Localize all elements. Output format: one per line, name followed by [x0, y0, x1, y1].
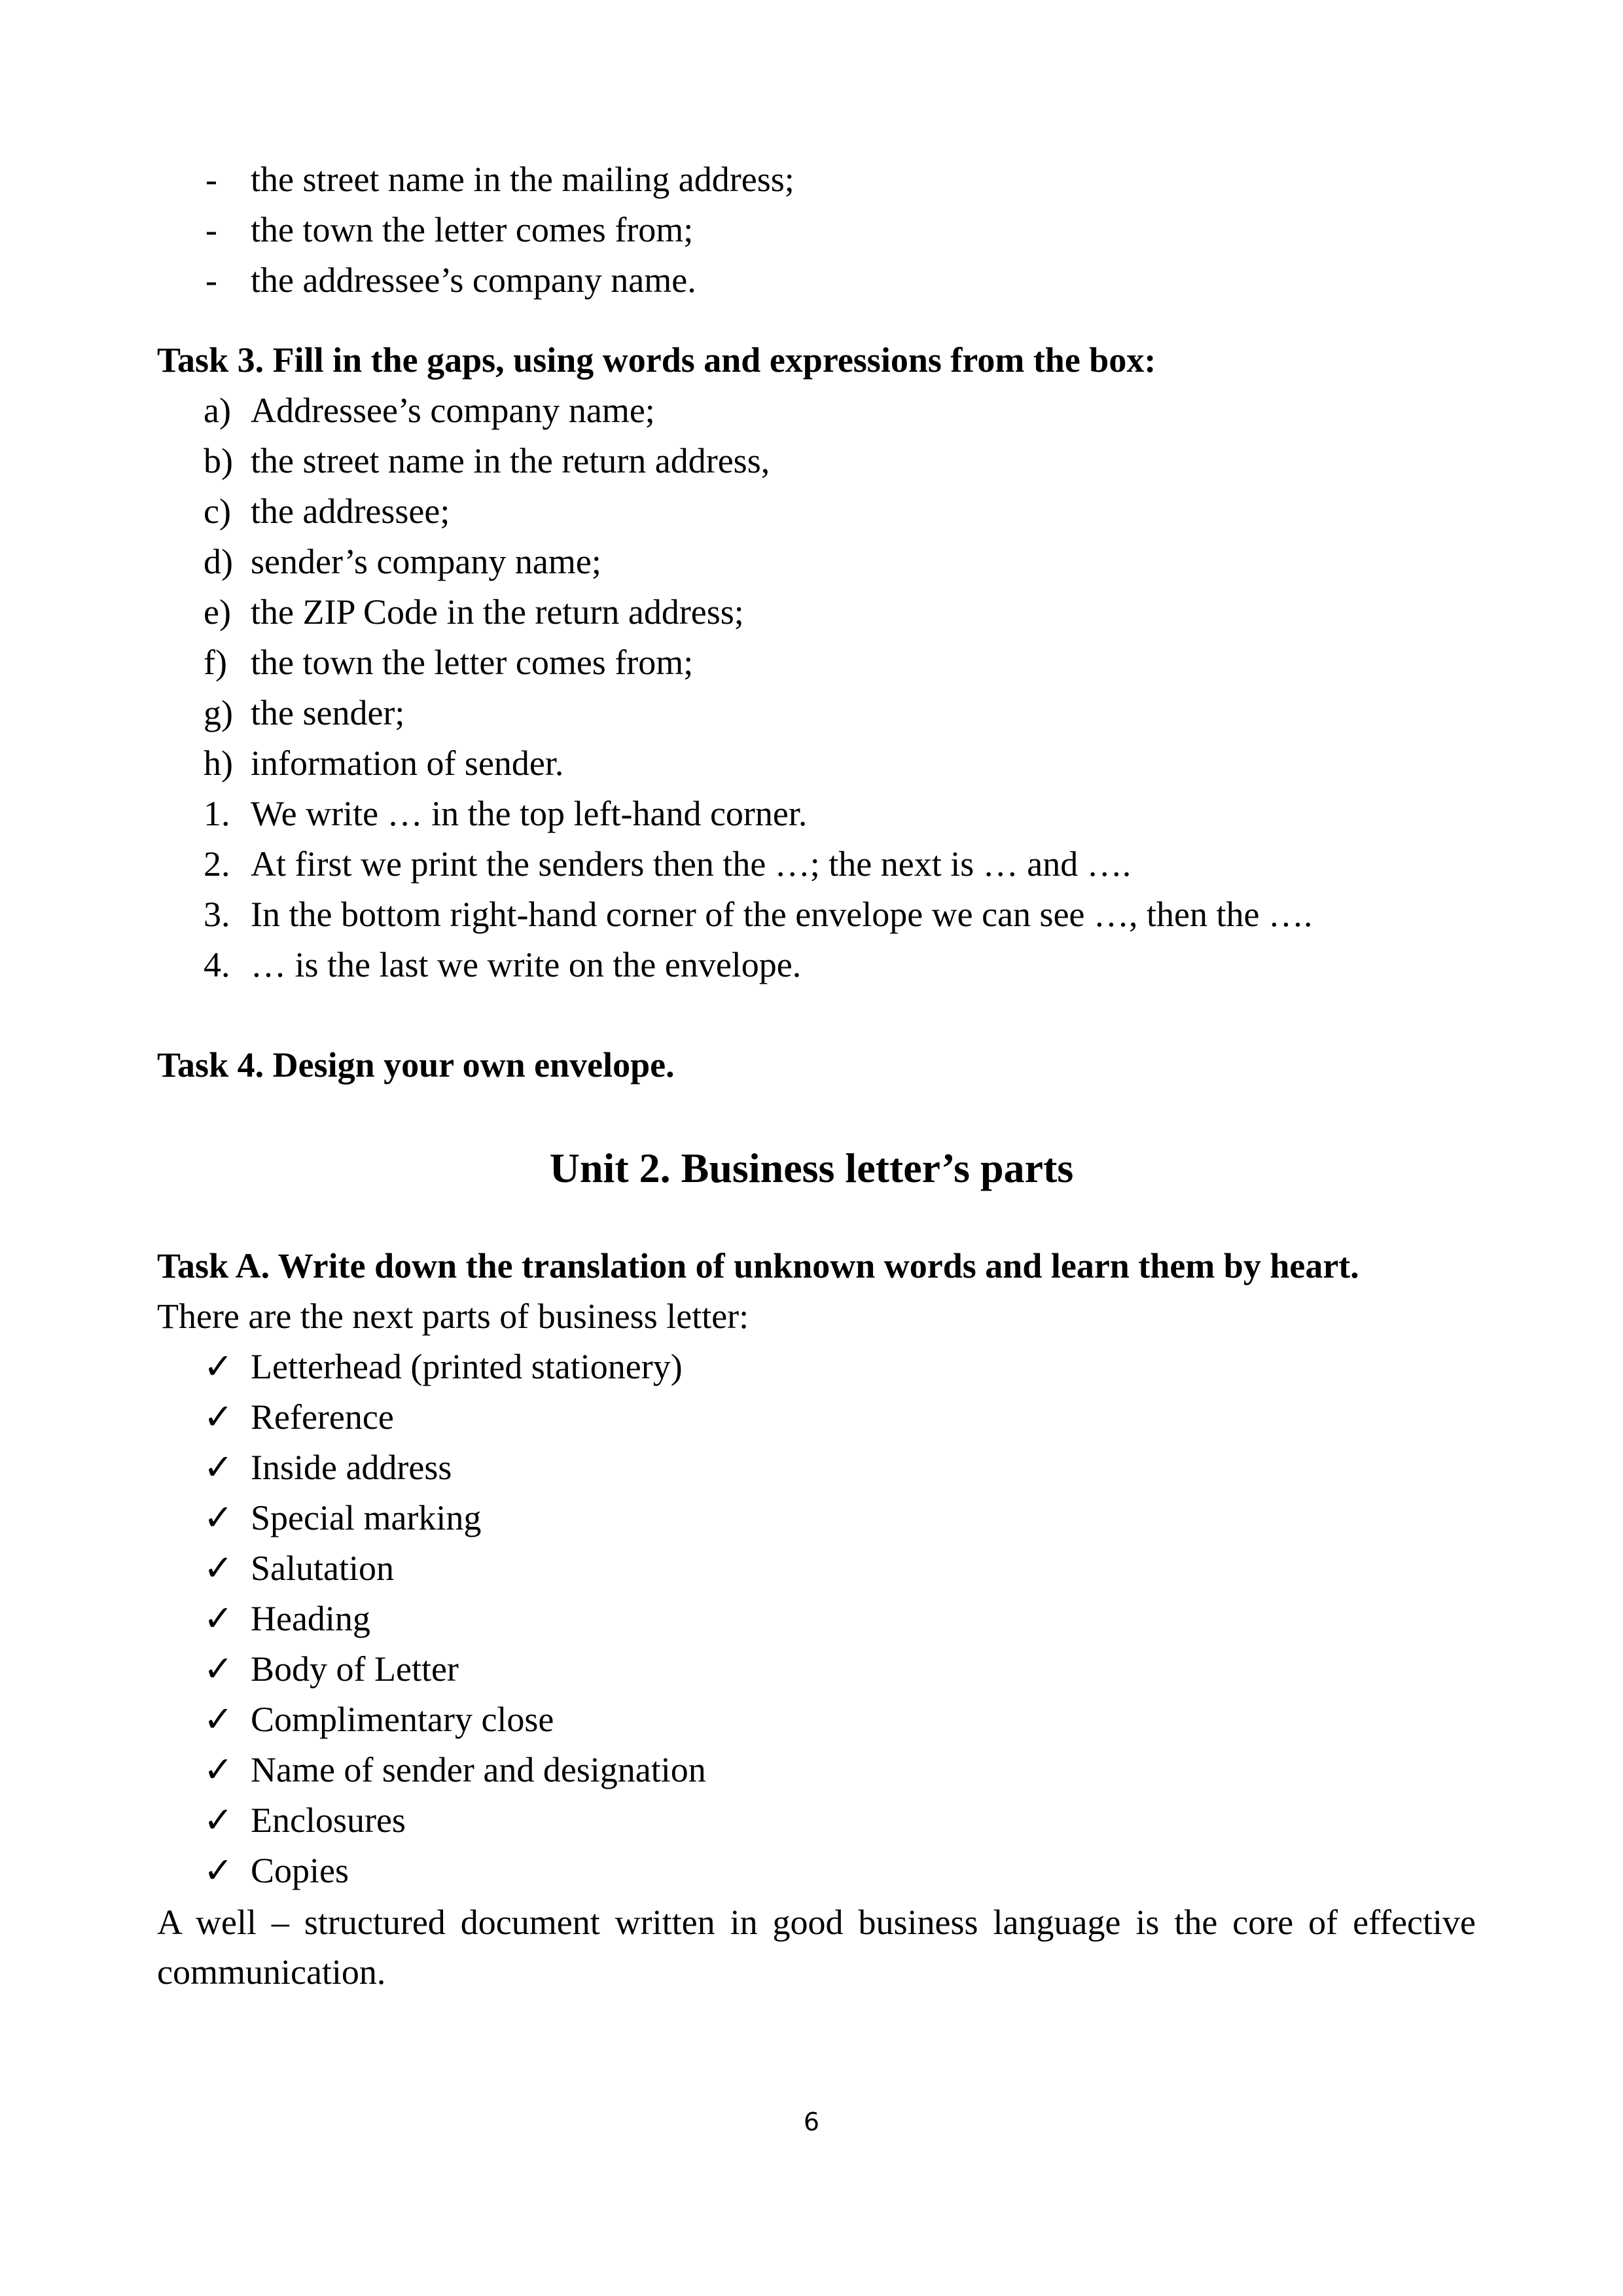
number-marker: 2. — [204, 844, 230, 884]
letter-item-text: information of sender. — [251, 744, 564, 783]
letter-marker: c) — [204, 492, 231, 531]
letter-item-text: sender’s company name; — [251, 542, 601, 581]
page-number: 6 — [803, 2108, 820, 2136]
dash-marker: - — [205, 160, 217, 199]
letter-item-text: the street name in the return address, — [251, 441, 770, 480]
check-item-text: Enclosures — [251, 1801, 406, 1840]
check-item-text: Body of Letter — [251, 1649, 459, 1689]
check-item-text: Heading — [251, 1599, 370, 1638]
check-icon: ✓ — [204, 1448, 234, 1487]
letter-item-text: Addressee’s company name; — [251, 391, 655, 430]
letter-item-text: the addressee; — [251, 492, 450, 531]
number-marker: 3. — [204, 895, 230, 934]
numbered-item-text: … is the last we write on the envelope. — [251, 945, 802, 984]
check-icon: ✓ — [204, 1801, 234, 1840]
check-icon: ✓ — [204, 1599, 234, 1638]
dash-item-text: the street name in the mailing address; — [251, 160, 794, 199]
letter-marker: b) — [204, 441, 233, 480]
check-item-text: Salutation — [251, 1549, 394, 1588]
check-item-text: Inside address — [251, 1448, 452, 1487]
dash-marker: - — [205, 210, 217, 249]
closing-paragraph: A well – structured document written in good business language is the core of effective communication. — [157, 1903, 1476, 1992]
check-icon: ✓ — [204, 1347, 234, 1386]
check-icon: ✓ — [204, 1700, 234, 1739]
task3-heading: Task 3. Fill in the gaps, using words and expressions from the box: — [157, 340, 1156, 380]
check-icon: ✓ — [204, 1498, 234, 1537]
letter-item-text: the ZIP Code in the return address; — [251, 592, 744, 632]
letter-marker: a) — [204, 391, 231, 430]
numbered-item-text: We write … in the top left-hand corner. — [251, 794, 808, 833]
check-icon: ✓ — [204, 1750, 234, 1789]
check-item-text: Special marking — [251, 1498, 482, 1537]
dash-marker: - — [205, 260, 217, 300]
check-icon: ✓ — [204, 1851, 234, 1890]
letter-marker: h) — [204, 744, 233, 783]
number-marker: 1. — [204, 794, 230, 833]
check-item-text: Name of sender and designation — [251, 1750, 706, 1789]
numbered-item-text: In the bottom right-hand corner of the envelope we can see …, then the …. — [251, 895, 1313, 934]
letter-marker: f) — [204, 643, 227, 682]
numbered-item-text: At first we print the senders then the …; the next is … and …. — [251, 844, 1132, 884]
check-icon: ✓ — [204, 1649, 234, 1689]
letter-item-text: the town the letter comes from; — [251, 643, 694, 682]
dash-item-text: the town the letter comes from; — [251, 210, 694, 249]
letter-marker: d) — [204, 542, 233, 581]
unit-title: Unit 2. Business letter’s parts — [549, 1145, 1074, 1191]
letter-item-text: the sender; — [251, 693, 405, 732]
check-icon: ✓ — [204, 1549, 234, 1588]
check-item-text: Copies — [251, 1851, 349, 1890]
letter-marker: e) — [204, 592, 231, 632]
dash-item-text: the addressee’s company name. — [251, 260, 696, 300]
check-icon: ✓ — [204, 1397, 234, 1437]
taskA-intro: There are the next parts of business letter: — [157, 1297, 749, 1336]
number-marker: 4. — [204, 945, 230, 984]
taskA-heading: Task A. Write down the translation of unknown words and learn them by heart. — [157, 1246, 1359, 1285]
check-item-text: Letterhead (printed stationery) — [251, 1347, 683, 1386]
task4-heading: Task 4. Design your own envelope. — [157, 1045, 675, 1085]
letter-marker: g) — [204, 693, 233, 732]
check-item-text: Reference — [251, 1397, 394, 1437]
check-item-text: Complimentary close — [251, 1700, 554, 1739]
